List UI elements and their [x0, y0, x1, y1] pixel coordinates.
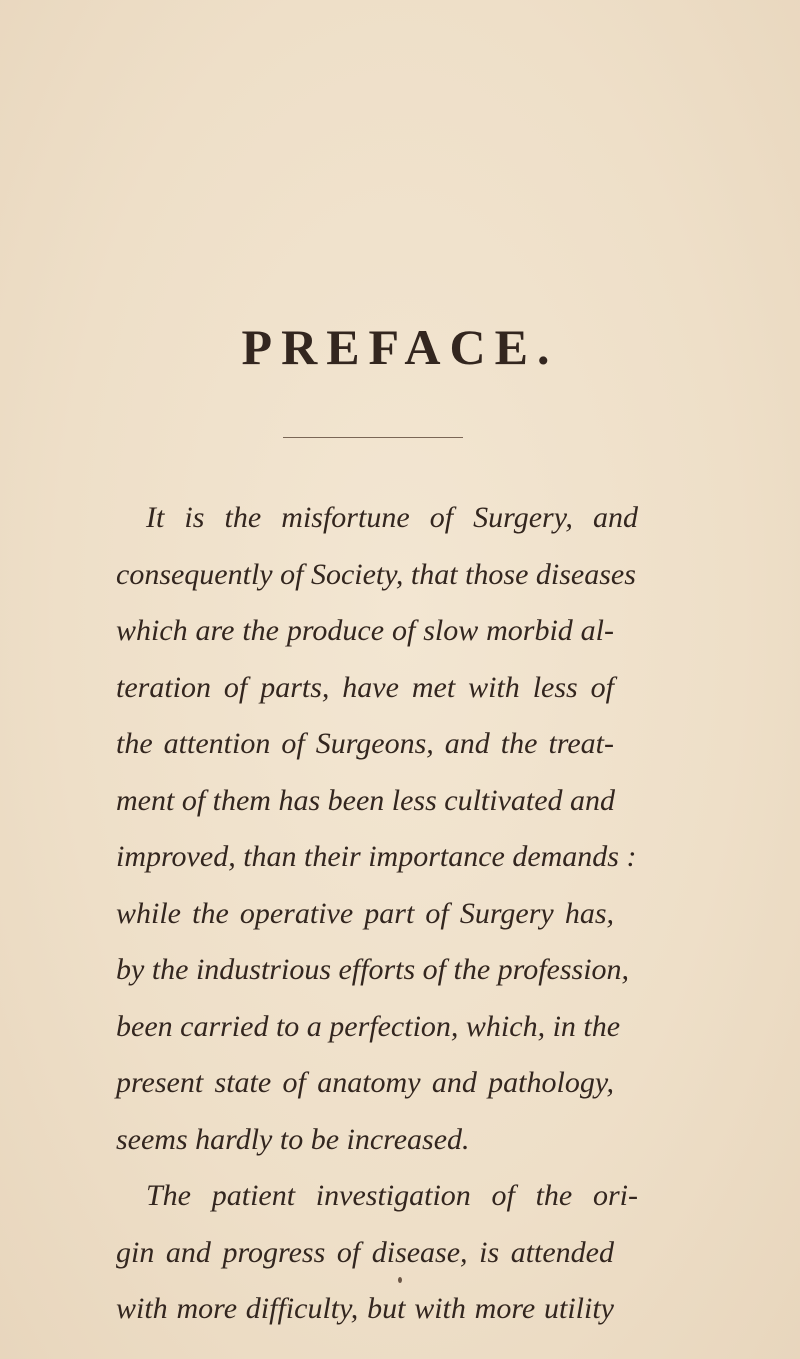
- paragraph-1-line: consequently of Society, that those diseases: [116, 557, 636, 591]
- paragraph-1-line: present state of anatomy and pathology,: [116, 1066, 614, 1099]
- paragraph-1-line: by the industrious efforts of the profession,: [116, 953, 630, 986]
- paragraph-1-line: ment of them has been less cultivated and: [116, 783, 616, 817]
- paragraph-1-line: improved, than their importance demands :: [116, 840, 637, 873]
- paragraph-1-line: the attention of Surgeons, and the treat-: [116, 727, 614, 760]
- paragraph-1-line: been carried to a perfection, which, in the: [116, 1009, 621, 1043]
- paragraph-1-line: teration of parts, have met with less of: [116, 670, 614, 704]
- page-title: PREFACE.: [241, 319, 559, 375]
- paragraph-1-line: while the operative part of Surgery has,: [116, 896, 614, 930]
- preface-text: [116, 490, 646, 1338]
- paragraph-1-line: It is the misfortune of Surgery, and: [146, 501, 638, 534]
- title-divider: [283, 437, 463, 438]
- paper-speck: [398, 1277, 402, 1283]
- paragraph-2-line: with more difficulty, but with more utility: [116, 1292, 614, 1325]
- paragraph-1-line: which are the produce of slow morbid al-: [116, 614, 614, 647]
- paragraph-1-line: seems hardly to be increased.: [116, 1122, 470, 1156]
- paragraph-2-line: gin and progress of disease, is attended: [116, 1235, 614, 1269]
- paragraph-2-line: The patient investigation of the ori-: [146, 1179, 638, 1212]
